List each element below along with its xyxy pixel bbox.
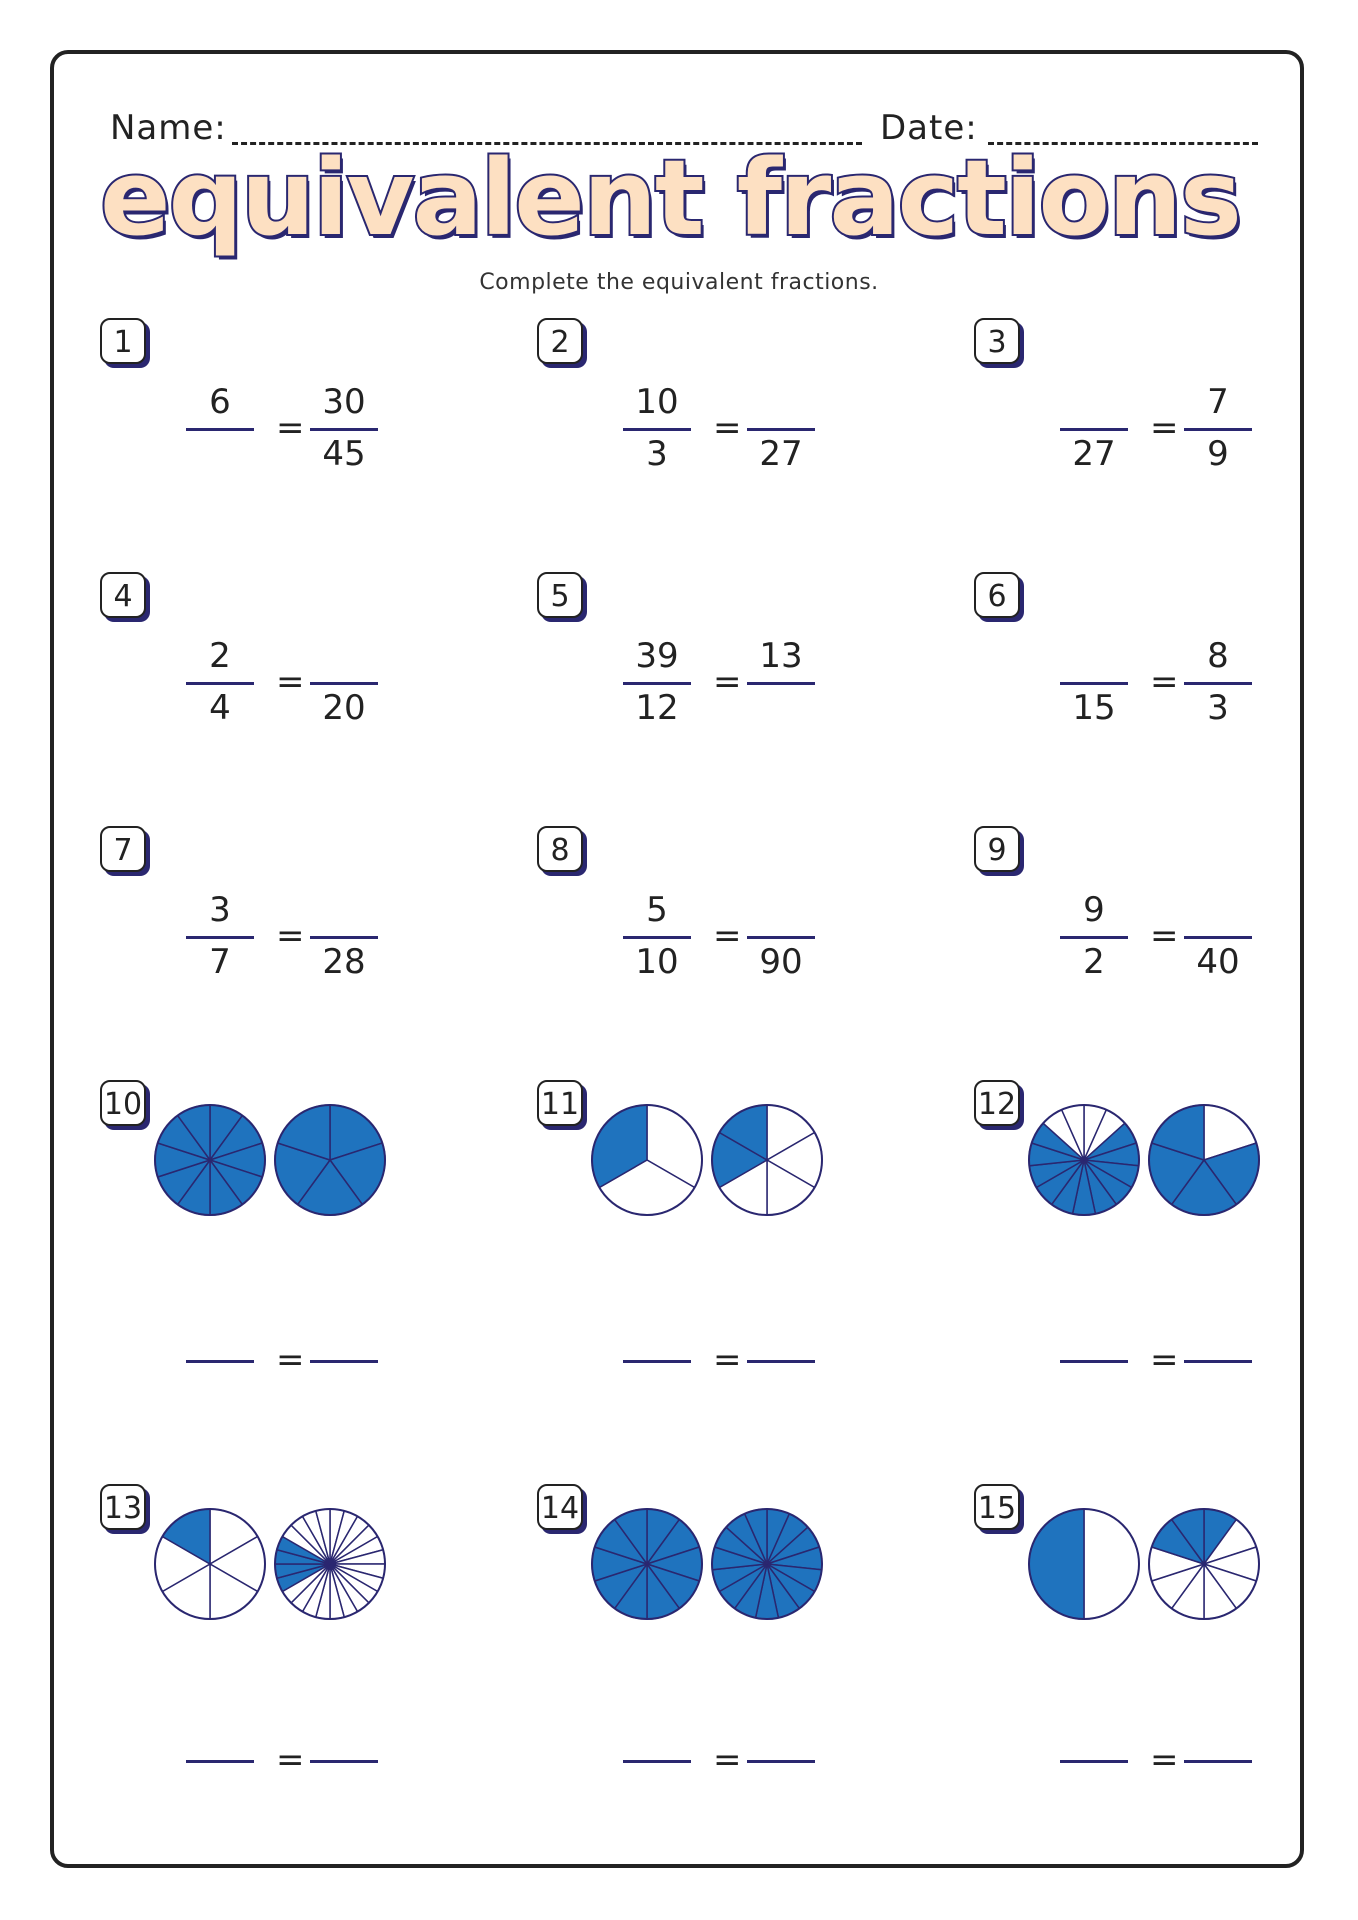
equals-sign: = <box>713 662 742 702</box>
left-denominator: 7 <box>209 942 231 982</box>
right-denominator: 45 <box>322 434 366 474</box>
fraction-pie <box>155 1105 265 1215</box>
right-denominator: 27 <box>759 434 803 474</box>
equals-sign: = <box>276 1740 305 1780</box>
equals-sign: = <box>1150 1740 1179 1780</box>
right-numerator: 7 <box>1207 382 1229 422</box>
left-numerator: 39 <box>635 636 679 676</box>
problem-number-badge: 15 <box>974 1484 1020 1530</box>
problem-number-badge: 3 <box>974 318 1020 364</box>
fraction-pie <box>155 1509 265 1619</box>
right-denominator: 28 <box>322 942 366 982</box>
fraction-pie <box>1149 1105 1259 1215</box>
fraction-pie <box>275 1105 385 1215</box>
problem-number-badge: 10 <box>100 1080 146 1126</box>
equals-sign: = <box>1150 1340 1179 1380</box>
left-numerator: 3 <box>209 890 231 930</box>
left-denominator: 15 <box>1072 688 1116 728</box>
left-numerator: 10 <box>635 382 679 422</box>
problem-number-badge: 14 <box>537 1484 583 1530</box>
fraction-pie <box>1029 1105 1139 1215</box>
problem-number-badge: 4 <box>100 572 146 618</box>
fraction-pie <box>592 1105 702 1215</box>
problem-number-badge: 7 <box>100 826 146 872</box>
date-label: Date: <box>880 108 978 148</box>
problem-number-badge: 12 <box>974 1080 1020 1126</box>
problem-number-badge: 11 <box>537 1080 583 1126</box>
fraction-pie <box>712 1509 822 1619</box>
right-denominator: 20 <box>322 688 366 728</box>
left-denominator: 4 <box>209 688 231 728</box>
equals-sign: = <box>1150 662 1179 702</box>
equals-sign: = <box>1150 916 1179 956</box>
equals-sign: = <box>1150 408 1179 448</box>
fraction-pie <box>1149 1509 1259 1619</box>
right-numerator: 13 <box>759 636 803 676</box>
right-denominator: 90 <box>759 942 803 982</box>
left-numerator: 5 <box>646 890 668 930</box>
problem-number-badge: 2 <box>537 318 583 364</box>
equals-sign: = <box>276 916 305 956</box>
instructions: Complete the equivalent fractions. <box>479 270 879 295</box>
right-denominator: 3 <box>1207 688 1229 728</box>
problem-number-badge: 9 <box>974 826 1020 872</box>
equals-sign: = <box>713 1340 742 1380</box>
left-numerator: 2 <box>209 636 231 676</box>
problem-number-badge: 13 <box>100 1484 146 1530</box>
left-numerator: 9 <box>1083 890 1105 930</box>
equals-sign: = <box>713 1740 742 1780</box>
left-denominator: 3 <box>646 434 668 474</box>
left-denominator: 12 <box>635 688 679 728</box>
fraction-pie <box>712 1105 822 1215</box>
fraction-pie <box>1029 1509 1139 1619</box>
problem-number-badge: 5 <box>537 572 583 618</box>
unshaded-slice <box>1084 1509 1139 1619</box>
left-denominator: 10 <box>635 942 679 982</box>
equals-sign: = <box>713 916 742 956</box>
shaded-slice <box>1029 1509 1084 1619</box>
right-denominator: 40 <box>1196 942 1240 982</box>
left-numerator: 6 <box>209 382 231 422</box>
left-denominator: 2 <box>1083 942 1105 982</box>
equals-sign: = <box>713 408 742 448</box>
problem-number-badge: 8 <box>537 826 583 872</box>
fraction-pie <box>592 1509 702 1619</box>
right-numerator: 30 <box>322 382 366 422</box>
equals-sign: = <box>276 408 305 448</box>
equals-sign: = <box>276 662 305 702</box>
right-numerator: 8 <box>1207 636 1229 676</box>
right-denominator: 9 <box>1207 434 1229 474</box>
fraction-pie <box>275 1509 385 1619</box>
problem-number-badge: 1 <box>100 318 146 364</box>
problem-number-badge: 6 <box>974 572 1020 618</box>
equals-sign: = <box>276 1340 305 1380</box>
page-title: equivalent fractions <box>100 137 1240 259</box>
left-denominator: 27 <box>1072 434 1116 474</box>
name-label: Name: <box>110 108 227 148</box>
